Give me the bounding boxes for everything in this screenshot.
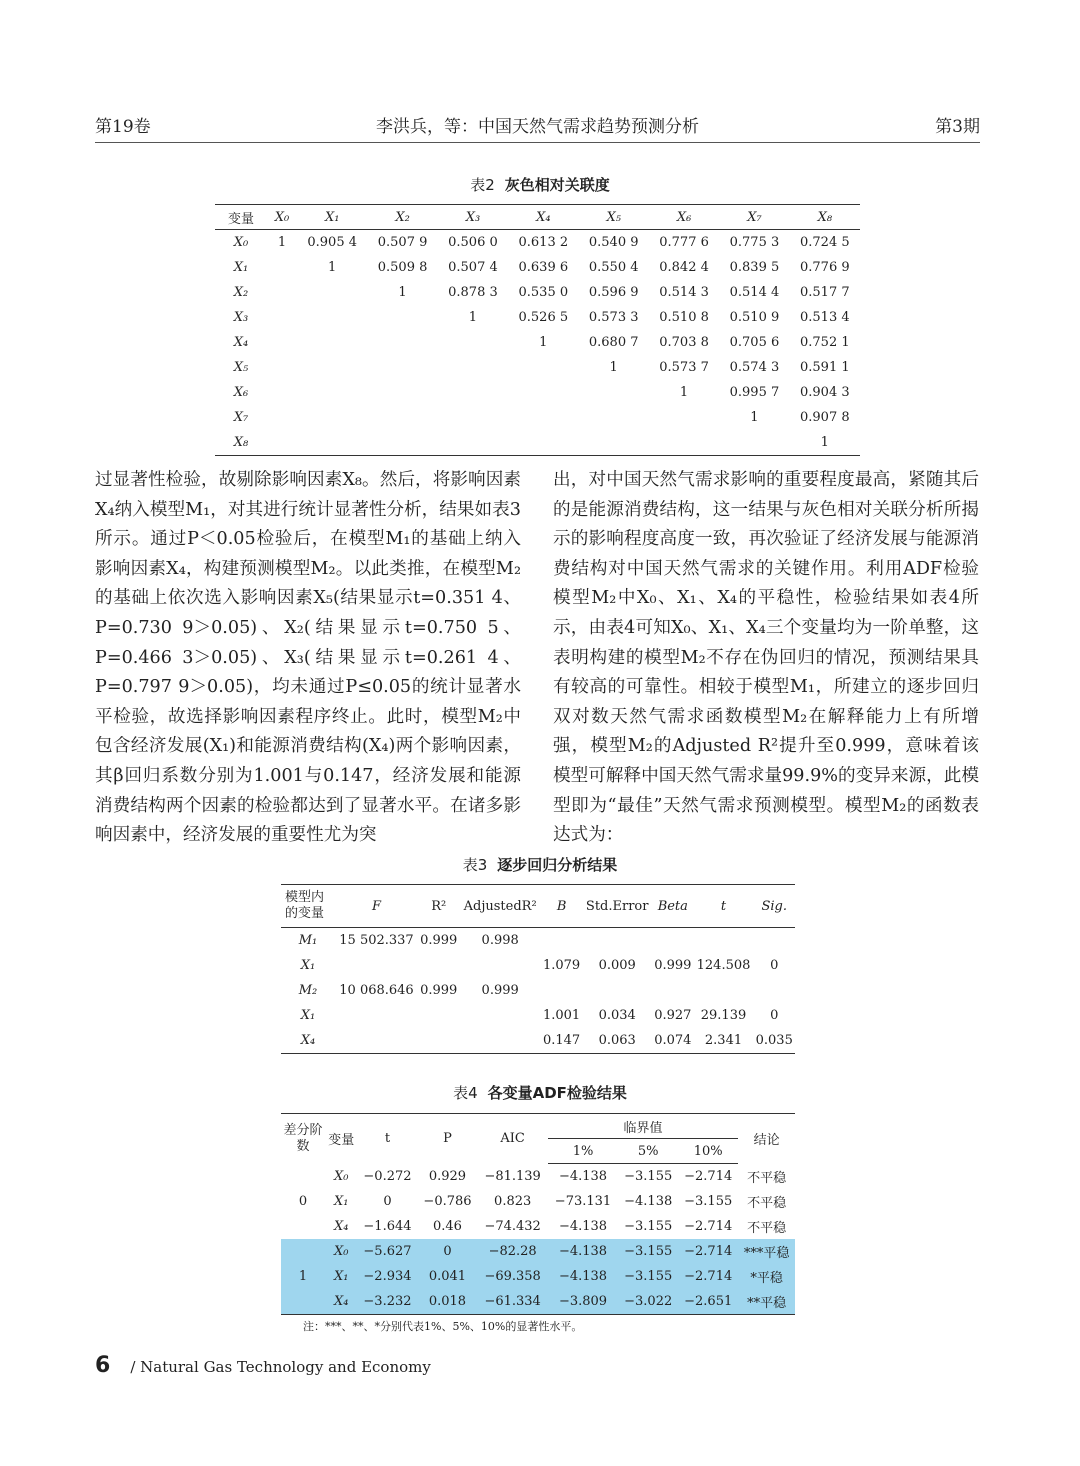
table2-cell	[297, 430, 367, 456]
table4-cell: ***平稳	[738, 1239, 795, 1264]
table2-cell: 1	[539, 335, 548, 350]
table2-row-label: X₄	[233, 335, 249, 350]
table2-cell	[579, 430, 649, 456]
table3-caption-number: 表3	[462, 856, 488, 874]
table3-cell	[753, 978, 795, 1003]
table4-cell: 0	[417, 1239, 477, 1264]
table3-cell	[335, 953, 418, 978]
table4-variable-cell: X₄	[333, 1219, 349, 1234]
table2-cell: 0.995 7	[729, 385, 780, 400]
table3-cell: 15 502.337	[339, 933, 414, 948]
table3-cell	[582, 978, 652, 1003]
table2-cell	[438, 330, 508, 355]
table2-col-header: X₃	[438, 205, 508, 230]
table3-cell	[459, 1028, 540, 1054]
table2-row	[215, 380, 860, 405]
table2-col-header: X₄	[508, 205, 578, 230]
table2-cell	[367, 380, 437, 405]
table4-cell: −82.28	[477, 1239, 547, 1264]
table3-cell: 29.139	[700, 1008, 747, 1023]
table2-cell	[267, 355, 297, 380]
table2-cell	[297, 305, 367, 330]
table2-cell	[267, 255, 297, 280]
table4-cell: −73.131	[554, 1194, 612, 1209]
table2-cell: 0.573 3	[588, 310, 639, 325]
table2-cell: 1	[750, 410, 759, 425]
table2-col-header: X₇	[719, 205, 789, 230]
table4-variable-cell: X₁	[333, 1194, 349, 1209]
table3-cell: 1.001	[542, 1008, 581, 1023]
table2-cell	[367, 330, 437, 355]
table3-caption	[0, 854, 1080, 875]
table2-col-header: X₆	[649, 205, 719, 230]
table4-col-variable: 变量	[328, 1133, 355, 1149]
table4-row	[281, 1289, 795, 1315]
table3-cell: 0	[770, 1008, 779, 1023]
table4-cell: −2.714	[678, 1264, 738, 1289]
table2-cell: 0.526 5	[518, 310, 569, 325]
table4-cell: *平稳	[738, 1264, 795, 1289]
table4-variable-cell: X₀	[325, 1239, 357, 1264]
table3-col-header: R²	[418, 885, 459, 928]
table2-cell	[579, 380, 649, 405]
table4-cell: −4.138	[558, 1169, 608, 1184]
table4-cell: 不平稳	[747, 1221, 787, 1236]
table2-cell	[367, 305, 437, 330]
table2-cell: 0.905 4	[307, 235, 357, 250]
table2-row	[215, 430, 860, 456]
table2-cell: 0.705 6	[729, 335, 780, 350]
table3-cell	[418, 953, 459, 978]
table2-cell: 0.550 4	[588, 260, 639, 275]
table4-cell: −74.432	[484, 1219, 541, 1234]
table3-col-header: Sig.	[753, 885, 795, 928]
table2-cell: 1	[679, 385, 689, 400]
table4-cell: −2.651	[678, 1289, 738, 1315]
table3-cell: 0.063	[598, 1033, 636, 1048]
table2-cell	[579, 405, 649, 430]
table2-col-header: X₅	[579, 205, 649, 230]
table2-cell	[267, 380, 297, 405]
table2-cell: 0.573 7	[659, 360, 709, 375]
table2-cell: 0.842 4	[659, 260, 709, 275]
table2-cell	[438, 380, 508, 405]
running-title: 李洪兵，等：中国天然气需求趋势预测分析	[376, 117, 699, 137]
table2-cell	[719, 430, 789, 456]
table2-cell: 0.775 3	[729, 235, 780, 250]
table4-col-1pct: 1%	[548, 1139, 618, 1164]
table4-cell: −4.138	[548, 1264, 618, 1289]
table2-cell: 0.839 5	[729, 260, 780, 275]
table3-cell: 10 068.646	[339, 983, 414, 998]
table2-col-header: X₁	[297, 205, 367, 230]
table4-row	[281, 1239, 795, 1264]
table4-row	[281, 1164, 795, 1190]
table3-col-header: F	[335, 885, 418, 928]
table2-grey-correlation	[215, 204, 860, 456]
table2-cell: 1	[820, 435, 829, 450]
table2-row	[215, 255, 860, 280]
table2-cell: 1	[609, 360, 618, 375]
table4-cell: −3.155	[624, 1219, 673, 1234]
page-footer	[95, 1353, 431, 1378]
table2-row	[215, 230, 860, 256]
table4-cell: −3.155	[624, 1169, 673, 1184]
table2-cell	[508, 405, 578, 430]
table2-cell	[267, 330, 297, 355]
table2-cell	[508, 380, 578, 405]
table2-cell	[438, 405, 508, 430]
table2-row-label: X₀	[233, 235, 249, 250]
table3-cell	[694, 978, 754, 1003]
table2-cell: 1	[398, 285, 407, 300]
table2-cell	[297, 280, 367, 305]
table2-row-label: X₃	[233, 310, 249, 325]
journal-name: / Natural Gas Technology and Economy	[130, 1358, 431, 1376]
table4-col-conclusion: 结论	[753, 1133, 780, 1149]
table2-cell	[649, 430, 719, 456]
body-text-right-column: 出，对中国天然气需求影响的重要程度最高，紧随其后的是能源消费结构，这一结果与灰色相对关联分析所揭示的影响程度高度一致，再次验证了经济发展与能源消费结构对中国天然气需求的关键作用。利用ADF检验模型M₂中X₀、X₁、X₄的平稳性，检验结果如表4所示，由表4可知X₀、X₁、X₄三个变量均为一阶单整，这表明构建的模型M₂不存在伪回归的情况，预测结果具有较高的可靠性。相较于模型M₁，所建立的逐步回归双对数天然气需求函数模型M₂在解释能力上有所增强，模型M₂的Adjusted R²提升至0.999，意味着该模型可解释中国天然气需求量99.9%的变异来源，此模型即为“最佳”天然气需求预测模型。模型M₂的函数表达式为：	[553, 470, 979, 846]
table4-row	[281, 1264, 795, 1289]
table4-col-p: P	[443, 1131, 452, 1147]
table2-cell	[508, 430, 578, 456]
table4-cell: 0.041	[417, 1264, 477, 1289]
table4-cell: −3.155	[618, 1239, 678, 1264]
table2-cell	[508, 355, 578, 380]
table3-cell: 0.999	[654, 958, 692, 973]
table4-cell: 0.929	[428, 1168, 467, 1184]
table2-cell: 0.878 3	[448, 285, 498, 300]
table3-col-header: B	[541, 885, 582, 928]
table2-cell: 0.514 3	[659, 285, 709, 300]
table3-cell	[652, 978, 693, 1003]
table3-cell: 1.079	[542, 958, 581, 973]
table4-cell: −61.334	[477, 1289, 547, 1315]
table3-cell	[753, 928, 795, 954]
table3-caption-title: 逐步回归分析结果	[497, 856, 618, 874]
table3-row	[281, 953, 795, 978]
table2-cell	[297, 405, 367, 430]
table2-caption-number: 表2	[470, 176, 495, 194]
table4-cell: −3.155	[618, 1264, 678, 1289]
table2-cell: 0.507 4	[448, 260, 498, 275]
table3-cell: 0.927	[654, 1008, 692, 1023]
table2-cell: 1	[328, 260, 337, 275]
table2-cell: 0.517 7	[800, 285, 850, 300]
table2-cell: 0.613 2	[518, 235, 569, 250]
page-number: 6	[95, 1353, 111, 1378]
table4-header-row	[281, 1114, 795, 1139]
table2-cell: 0.777 6	[659, 235, 709, 250]
table2-cell: 1	[277, 235, 287, 250]
table4-col-aic: AIC	[500, 1131, 525, 1147]
table2-cell: 0.639 6	[518, 260, 569, 275]
table3-cell: 124.508	[696, 958, 751, 973]
table4-cell: 0.018	[417, 1289, 477, 1315]
table2-row-label: X₇	[233, 410, 249, 425]
table4-cell: −81.139	[484, 1168, 541, 1184]
table4-note: 注：***、**、*分别代表1%、5%、10%的显著性水平。	[303, 1320, 583, 1333]
table3-cell: 0.009	[598, 958, 636, 973]
table3-cell	[541, 978, 582, 1003]
table2-col-header: X₂	[367, 205, 437, 230]
table3-row-label: X₁	[300, 958, 316, 973]
table3-row-label: X₄	[300, 1033, 316, 1048]
table2-col-header: 变量	[215, 205, 267, 230]
table2-cell	[267, 305, 297, 330]
table4-cell: −69.358	[477, 1264, 547, 1289]
issue-label: 第3期	[935, 117, 980, 137]
table2-cell: 0.680 7	[588, 335, 639, 350]
table3-row	[281, 978, 795, 1003]
table3-col-header: Std.Error	[582, 885, 652, 928]
table2-caption	[0, 174, 1080, 195]
table3-cell	[694, 928, 754, 954]
table2-cell	[267, 280, 297, 305]
table4-cell: −3.809	[548, 1289, 618, 1315]
table2-row	[215, 305, 860, 330]
table4-caption	[0, 1082, 1080, 1103]
table2-cell: 0.703 8	[659, 335, 709, 350]
table2-cell	[438, 355, 508, 380]
table4-cell: 不平稳	[747, 1170, 787, 1186]
table2-row-label: X₂	[233, 285, 249, 300]
table3-row	[281, 928, 795, 954]
table2-cell: 0.724 5	[800, 235, 850, 250]
table4-adf-test	[281, 1113, 795, 1315]
table3-cell: 0.998	[481, 933, 519, 948]
table2-cell	[267, 405, 297, 430]
table4-row	[281, 1189, 795, 1214]
table2-cell	[297, 330, 367, 355]
table3-row	[281, 1028, 795, 1054]
table4-cell: 不平稳	[747, 1196, 787, 1211]
table4-variable-cell: X₀	[333, 1168, 349, 1184]
table4-variable-cell: X₁	[325, 1264, 357, 1289]
table3-cell	[418, 1003, 459, 1028]
table4-cell: 0.46	[433, 1219, 462, 1234]
table2-cell: 0.591 1	[800, 360, 850, 375]
table4-cell: −2.934	[357, 1264, 417, 1289]
table3-stepwise-regression	[281, 884, 795, 1054]
table3-row-label: M₂	[298, 983, 318, 998]
running-header	[95, 112, 980, 143]
table4-cell: −3.232	[357, 1289, 417, 1315]
table2-cell: 1	[468, 310, 478, 325]
table4-col-5pct: 5%	[618, 1139, 678, 1164]
table4-cell: −5.627	[357, 1239, 417, 1264]
table2-cell: 0.513 4	[800, 310, 850, 325]
table3-cell: 0.147	[542, 1033, 581, 1048]
table4-cell: 0	[383, 1194, 392, 1209]
table2-cell: 0.574 3	[729, 360, 780, 375]
table2-cell	[297, 355, 367, 380]
table2-cell: 0.540 9	[588, 235, 639, 250]
table2-row	[215, 405, 860, 430]
table4-col-critical: 临界值	[548, 1114, 738, 1139]
table4-row	[281, 1214, 795, 1239]
table3-cell: 0.074	[654, 1033, 692, 1048]
table4-caption-number: 表4	[453, 1084, 478, 1102]
table2-cell: 0.904 3	[800, 385, 850, 400]
table2-cell: 0.535 0	[518, 285, 569, 300]
table4-cell: −2.714	[684, 1169, 733, 1184]
table2-cell	[267, 430, 297, 456]
table4-cell: −3.022	[618, 1289, 678, 1315]
table3-cell	[652, 928, 693, 954]
table2-cell: 0.510 8	[659, 310, 709, 325]
table2-col-header: X₈	[790, 205, 860, 230]
table4-diff-order-cell: 1	[281, 1239, 325, 1315]
table3-cell: 0.999	[481, 983, 519, 998]
table2-cell: 0.514 4	[729, 285, 780, 300]
table3-cell	[541, 928, 582, 954]
table2-row-label: X₆	[233, 385, 249, 400]
table2-cell: 0.510 9	[729, 310, 780, 325]
table3-col-header: t	[694, 885, 754, 928]
table2-cell	[649, 405, 719, 430]
table4-cell: −3.155	[684, 1194, 733, 1209]
table2-row	[215, 330, 860, 355]
table4-cell: −4.138	[548, 1239, 618, 1264]
table2-cell: 0.776 9	[800, 260, 850, 275]
table4-cell: **平稳	[738, 1289, 795, 1315]
table4-cell: −0.272	[363, 1168, 412, 1184]
table3-cell: 0.035	[755, 1033, 793, 1048]
table2-row	[215, 355, 860, 380]
table2-cell: 0.752 1	[800, 335, 850, 350]
table2-cell	[367, 430, 437, 456]
table2-cell: 0.506 0	[448, 235, 498, 250]
table2-row-label: X₁	[233, 260, 249, 275]
table2-cell	[438, 430, 508, 456]
table2-cell: 0.907 8	[800, 410, 850, 425]
table3-cell: 0	[770, 958, 779, 973]
table3-cell	[459, 1003, 540, 1028]
table2-row	[215, 280, 860, 305]
table3-header-row	[281, 885, 795, 928]
table2-cell	[297, 380, 367, 405]
table4-cell: −4.138	[624, 1194, 673, 1209]
table4-cell: −0.786	[423, 1194, 472, 1209]
table4-diff-order-cell: 0	[298, 1193, 308, 1209]
table4-col-t: t	[384, 1131, 391, 1147]
table2-cell	[367, 405, 437, 430]
table4-cell: −4.138	[558, 1219, 608, 1234]
table2-col-header: X₀	[267, 205, 297, 230]
table3-cell: 0.999	[420, 983, 458, 998]
table2-row-label: X₅	[233, 360, 249, 375]
table4-variable-cell: X₄	[325, 1289, 357, 1315]
table3-cell: 0.999	[420, 933, 458, 948]
table3-cell	[459, 953, 540, 978]
table2-cell: 0.596 9	[588, 285, 639, 300]
table4-cell: −1.644	[363, 1219, 412, 1234]
table3-row-label: X₁	[300, 1008, 316, 1023]
table2-row-label: X₈	[233, 435, 249, 450]
table2-caption-title: 灰色相对关联度	[504, 176, 610, 194]
table3-col-header: Beta	[652, 885, 693, 928]
table3-cell: 2.341	[704, 1033, 743, 1048]
table3-cell	[335, 1028, 418, 1054]
table3-row	[281, 1003, 795, 1028]
table4-caption-title: 各变量ADF检验结果	[487, 1084, 627, 1102]
table2-cell: 0.507 9	[377, 235, 428, 250]
table4-cell: −2.714	[684, 1219, 733, 1234]
table4-col-10pct: 10%	[678, 1139, 738, 1164]
table2-cell	[367, 355, 437, 380]
table3-cell	[335, 1003, 418, 1028]
table4-col-diff-order: 差分阶数	[283, 1122, 323, 1154]
table2-cell: 0.509 8	[377, 260, 428, 275]
table3-cell	[418, 1028, 459, 1054]
table4-cell: −2.714	[678, 1239, 738, 1264]
table3-cell	[582, 928, 652, 954]
table2-header-row	[215, 205, 860, 230]
volume-label: 第19卷	[95, 117, 151, 137]
table3-col-header: AdjustedR²	[459, 885, 540, 928]
table3-row-label: M₁	[298, 933, 318, 948]
table4-cell: 0.823	[494, 1194, 532, 1209]
table3-col-header: 模型内的变量	[281, 885, 335, 928]
body-text-left-column: 过显著性检验，故剔除影响因素X₈。然后，将影响因素X₄纳入模型M₁，对其进行统计显著性分析，结果如表3所示。通过P＜0.05检验后，在模型M₁的基础上纳入影响因素X₄，构建预测模型M₂。以此类推，在模型M₂的基础上依次选入影响因素X₅(结果显示t=0.351 4、P=0.730 9＞0.05)、X₂(结果显示t=0.750 5、P=0.466 3＞0.05)、X₃(结果显示t=0.261 4、P=0.797 9＞0.05)，均未通过P≤0.05的统计显著水平检验，故选择影响因素程序终止。此时，模型M₂中包含经济发展(X₁)和能源消费结构(X₄)两个影响因素，其β回归系数分别为1.001与0.147，经济发展和能源消费结构两个因素的检验都达到了显著水平。在诸多影响因素中，经济发展的重要性尤为突	[95, 470, 521, 846]
table3-cell: 0.034	[598, 1008, 636, 1023]
